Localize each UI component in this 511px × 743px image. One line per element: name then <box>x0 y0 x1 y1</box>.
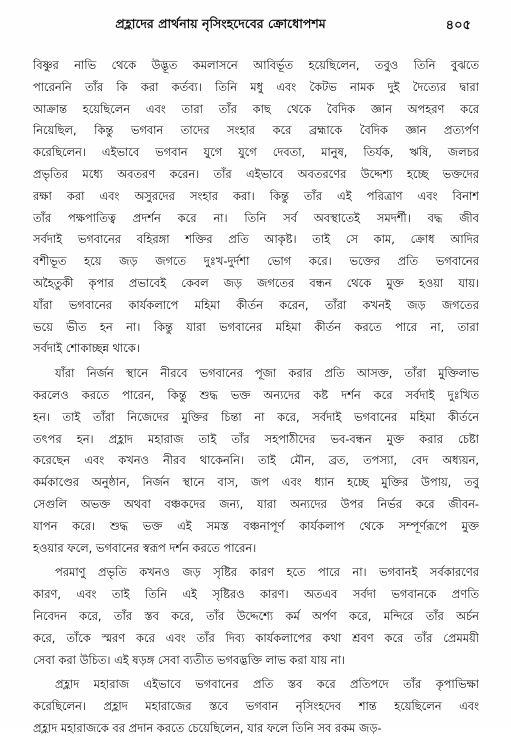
text-line: সেবা করা উচিত। এই ষড়ঙ্গ সেবা ব্যতীত ভগবদ্ভক্তি লাভ করা যায় না। <box>33 652 345 667</box>
paragraph <box>33 55 479 360</box>
text-line: করেছিলেন। এইভাবে ভগবান যুগে যুগে দেবতা, মানুষ, তির্যক, ঋষি, জলচর <box>33 145 479 160</box>
text-line: সর্বদাই শোকাচ্ছন্ন থাকে। <box>33 341 140 356</box>
text-line: পারেননি তাঁর কি করা কর্তব্য। তিনি মধু এবং কৈটভ নামক দুই দৈত্যের দ্বারা <box>33 79 479 94</box>
text-line: যাপন করে। শুদ্ধ ভক্ত এই সমস্ত বঞ্চনাপূর্ণ কার্যকলাপ থেকে সম্পূর্ণরূপে মুক্ত <box>33 518 479 533</box>
text-line: করেছিলেন। প্রহ্লাদ মহারাজের স্তবে ভগবান নৃসিংহদেব শান্ত হয়েছিলেন এবং <box>33 699 479 714</box>
paragraph <box>33 363 479 559</box>
text-line: করেছেন এবং কখনও নীরব থাকেননি। তাই মৌন, ব্রত, তপস্যা, বেদ অধ্যয়ন, <box>33 453 479 468</box>
text-line: করে, তাঁকে স্মরণ করে এবং তাঁর দিব্য কার্যকলাপের কথা শ্রবণ করে তাঁর প্রেমময়ী <box>33 630 479 645</box>
text-line: করলেও করতে পারেন, কিন্তু শুদ্ধ ভক্ত অন্যদের কষ্ট দর্শন করে সর্বদাই দুঃখিত <box>33 387 479 402</box>
text-line: তৎপর হন। প্রহ্লাদ মহারাজ তাই তাঁর সহপাঠীদের ভব-বন্ধন মুক্ত করার চেষ্টা <box>33 431 479 446</box>
text-line: রক্ষা করা এবং অসুরদের সংহার করা। কিন্তু তাঁর এই পরিত্রাণ এবং বিনাশ <box>33 188 479 203</box>
text-line: যাঁরা ভগবানের কার্যকলাপে মহিমা কীর্তন করেন, তাঁরা কখনই জড় জগতের <box>33 297 479 312</box>
text-line: যাঁরা নির্জন স্থানে নীরবে ভগবানের পূজা করার প্রতি আসক্ত, তাঁরা মুক্তিলাভ <box>55 366 479 381</box>
running-title: প্রহ্লাদের প্রার্থনায় নৃসিংহদেবের ক্রোধোপশম <box>115 16 326 31</box>
text-line: বিষ্ণুর নাভি থেকে উদ্ভূত কমলাসনে আবির্ভূত হয়েছিলেন, তবুও তিনি বুঝতে <box>33 58 479 72</box>
running-head <box>40 16 471 38</box>
paragraph <box>33 562 479 671</box>
text-line: নিয়েছিল, কিন্তু ভগবান তাদের সংহার করে ব্রহ্মাকে বৈদিক জ্ঞান প্রত্যর্পণ <box>33 123 479 138</box>
text-line: অহৈতুকী কৃপার প্রভাবেই কেবল জড় জগতের বন্ধন থেকে মুক্ত হওয়া যায়। <box>33 275 479 290</box>
text-line: তাঁর পক্ষপাতিত্ব প্রদর্শন করে না। তিনি সর্ব অবস্থাতেই সমদর্শী। বদ্ধ জীব <box>33 210 479 225</box>
text-line: কর্মকাণ্ডের অনুষ্ঠান, নির্জন স্থানে বাস, জপ এবং ধ্যান হচ্ছে মুক্তির উপায়, তবু <box>33 475 479 490</box>
body-text <box>33 55 479 743</box>
text-line: ভয়ে ভীত হন না। কিন্তু যারা ভগবানের মহিমা কীর্তন করতে পারে না, তারা <box>33 319 479 334</box>
text-line: প্রহ্লাদ মহারাজকে বর প্রদান করতে চেয়েছিলেন, যার ফলে তিনি সব রকম জড়- <box>33 720 382 735</box>
text-line: হওয়ার ফলে, ভগবানের স্বরূপ দর্শন করতে পারেন। <box>33 540 257 555</box>
text-line: বশীভূত হয়ে জড় জগতে দুঃখ-দুর্দশা ভোগ করে। ভক্তের প্রতি ভগবানের <box>33 254 479 269</box>
text-line: প্রভৃতির মধ্যে অবতরণ করেন। তাঁর এইভাবে অবতরণের উদ্দেশ্য হচ্ছে ভক্তদের <box>33 166 479 181</box>
text-line: হন। তাই তাঁরা নিজেদের মুক্তির চিন্তা না করে, সর্বদাই ভগবানের মহিমা কীর্তনে <box>33 409 479 424</box>
text-line: সর্বদাই ভগবানের বহিরঙ্গা শক্তির প্রতি আকৃষ্ট। তাই সে কাম, ক্রোধ আদির <box>33 232 479 247</box>
text-line: সেগুলি অভক্ত অথবা বঞ্চকদের জন্য, যারা অন্যদের উপর নির্ভর করে জীবন- <box>33 496 479 511</box>
text-line: নিবেদন করে, তাঁর স্তব করে, তাঁর উদ্দেশ্যে কর্ম অর্পণ করে, মন্দিরে তাঁর অর্চন <box>33 608 479 623</box>
text-line: পরমাণু প্রভৃতি কখনও জড় সৃষ্টির কারণ হতে পারে না। ভগবানই সর্বকারণের <box>55 565 479 580</box>
page-number: ৪০৫ <box>445 18 471 33</box>
paragraph <box>33 674 479 739</box>
text-line: আক্রান্ত হয়েছিলেন এবং তারা তাঁর কাছ থেকে বৈদিক জ্ঞান অপহরণ করে <box>33 101 479 116</box>
text-line: প্রহ্লাদ মহারাজ এইভাবে ভগবানের প্রতি স্তব করে প্রতিপদে তাঁর কৃপাভিক্ষা <box>55 677 479 692</box>
text-line: কারণ, এবং তাই তিনি এই সৃষ্টিরও কারণ। অতএব সর্বদা ভগবানকে প্রণতি <box>33 587 479 602</box>
